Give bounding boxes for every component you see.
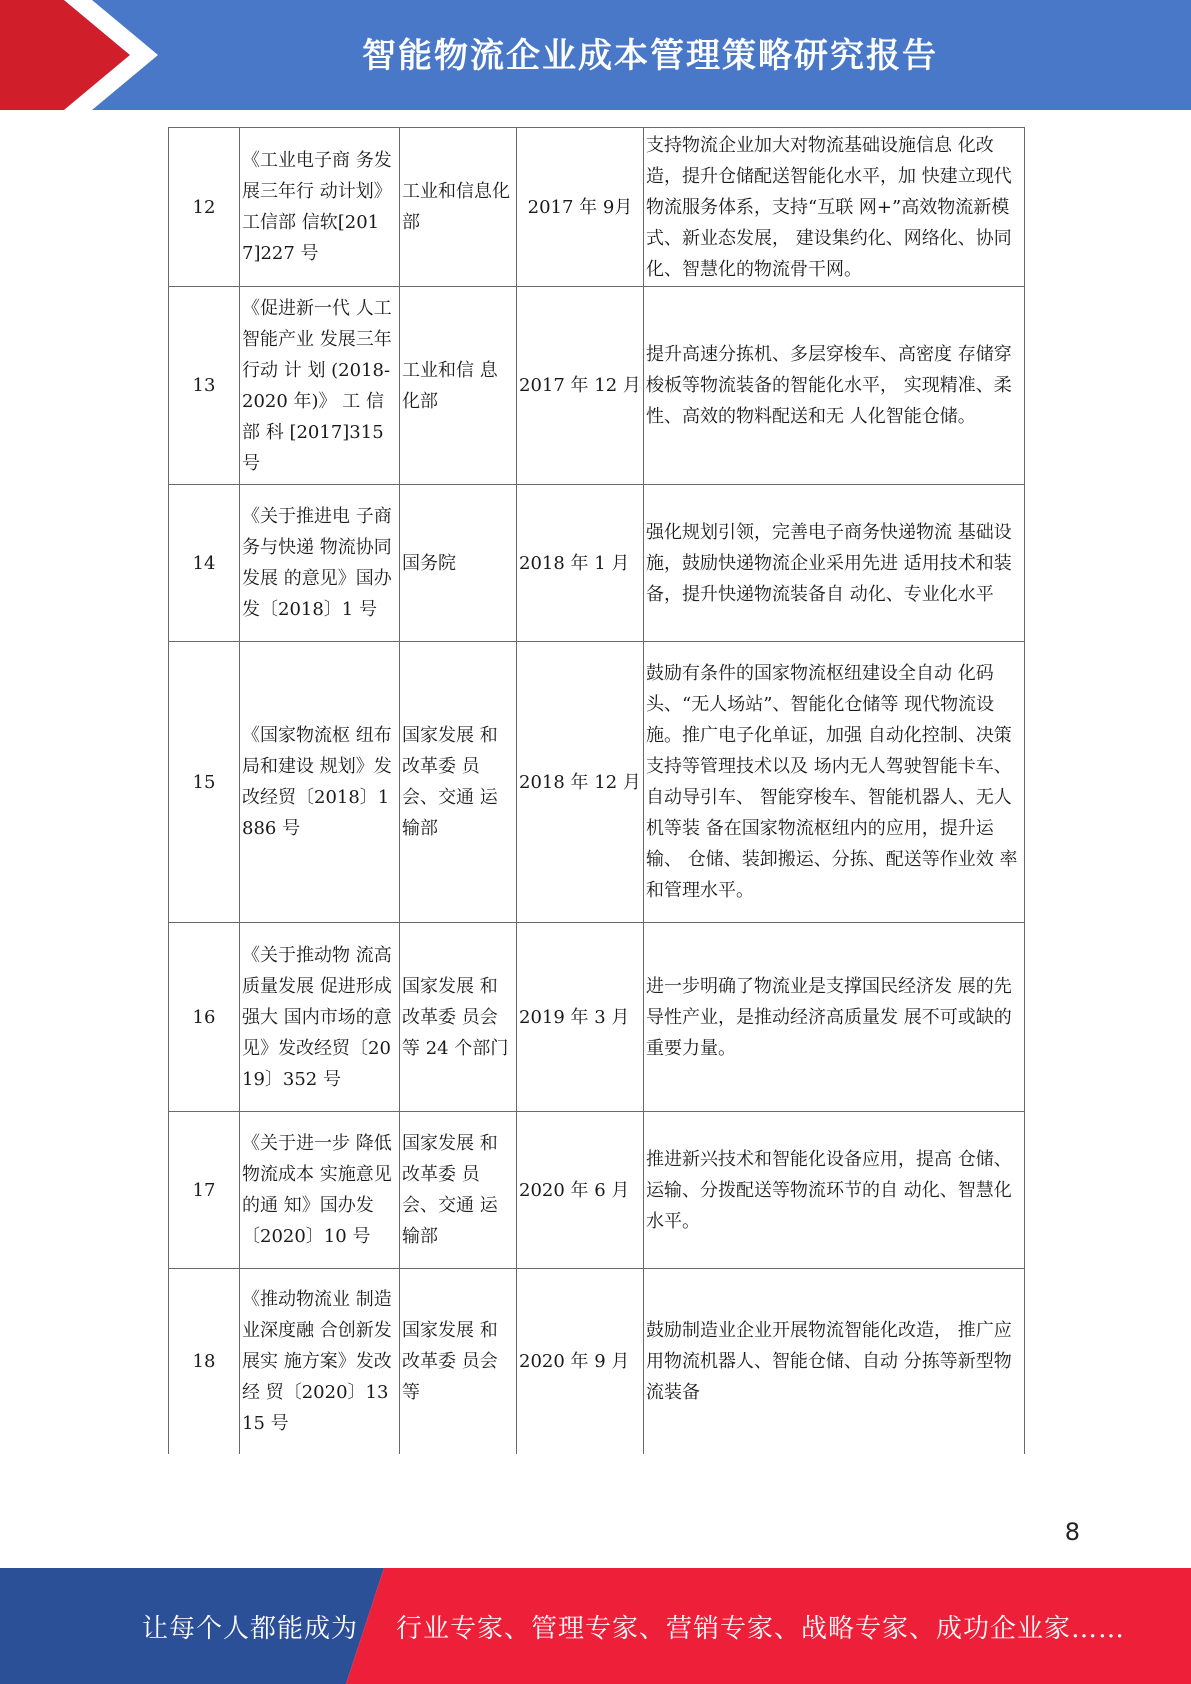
issue-date: 2019 年 3 月	[517, 923, 644, 1112]
row-number: 13	[169, 287, 240, 485]
issue-date: 2018 年 12 月	[517, 642, 644, 923]
policy-document: 《关于推动物 流高质量发展 促进形成强大 国内市场的意 见》发改经贸〔2019〕352 号	[240, 923, 400, 1112]
policy-content: 支持物流企业加大对物流基础设施信息 化改造，提升仓储配送智能化水平，加 快建立现代物流服务体系，支持“互联 网+”高效物流新模式、新业态发展， 建设集约化、网络化、协同化、智慧化的物流骨干网。	[644, 128, 1025, 287]
issuing-agency: 国务院	[400, 485, 517, 642]
policy-table	[168, 127, 1025, 1454]
row-number: 12	[169, 128, 240, 287]
table-row	[169, 923, 1025, 1112]
policy-content: 提升高速分拣机、多层穿梭车、高密度 存储穿梭板等物流装备的智能化水平， 实现精准、柔性、高效的物料配送和无 人化智能仓储。	[644, 287, 1025, 485]
policy-document: 《国家物流枢 纽布局和建设 规划》发改经贸〔2018〕1886 号	[240, 642, 400, 923]
row-number: 16	[169, 923, 240, 1112]
issue-date: 2017 年 9月	[517, 128, 644, 287]
footer-slogan-right: 行业专家、管理专家、营销专家、战略专家、成功企业家……	[396, 1613, 1126, 1644]
page-title: 智能物流企业成本管理策略研究报告	[362, 35, 938, 76]
row-number: 15	[169, 642, 240, 923]
row-number: 18	[169, 1269, 240, 1454]
issuing-agency: 国家发展 和改革委 员会、交通 运输部	[400, 1112, 517, 1269]
issue-date: 2018 年 1 月	[517, 485, 644, 642]
issuing-agency: 工业和信 息化部	[400, 287, 517, 485]
issue-date: 2020 年 9 月	[517, 1269, 644, 1454]
policy-content: 强化规划引领，完善电子商务快递物流 基础设施，鼓励快递物流企业采用先进 适用技术和装备，提升快递物流装备自 动化、专业化水平	[644, 485, 1025, 642]
policy-document: 《促进新一代 人工智能产业 发展三年行动 计 划 (2018-2020 年)》 工 信 部 科 [2017]315 号	[240, 287, 400, 485]
footer-slogan-left: 让每个人都能成为	[142, 1613, 359, 1644]
page-number: 8	[1064, 1518, 1080, 1546]
issuing-agency: 国家发展 和改革委 员会等 24 个部门	[400, 923, 517, 1112]
table-row	[169, 1112, 1025, 1269]
issuing-agency: 国家发展 和改革委 员会、交通 运输部	[400, 642, 517, 923]
table-row	[169, 642, 1025, 923]
policy-content: 鼓励制造业企业开展物流智能化改造， 推广应用物流机器人、智能仓储、自动 分拣等新型物流装备	[644, 1269, 1025, 1454]
row-number: 14	[169, 485, 240, 642]
table-row	[169, 1269, 1025, 1454]
page-footer	[0, 1568, 1191, 1684]
issuing-agency: 工业和信息化部	[400, 128, 517, 287]
table-row	[169, 287, 1025, 485]
policy-document: 《关于推进电 子商务与快递 物流协同发展 的意见》国办发〔2018〕1 号	[240, 485, 400, 642]
issue-date: 2017 年 12 月	[517, 287, 644, 485]
policy-document: 《工业电子商 务发展三年行 动计划》工信部 信软[2017]227 号	[240, 128, 400, 287]
issuing-agency: 国家发展 和改革委 员会等	[400, 1269, 517, 1454]
policy-content: 进一步明确了物流业是支撑国民经济发 展的先导性产业，是推动经济高质量发 展不可或缺的重要力量。	[644, 923, 1025, 1112]
policy-document: 《推动物流业 制造业深度融 合创新发展实 施方案》发改经 贸〔2020〕1315 号	[240, 1269, 400, 1454]
issue-date: 2020 年 6 月	[517, 1112, 644, 1269]
policy-document: 《关于进一步 降低物流成本 实施意见的通 知》国办发〔2020〕10 号	[240, 1112, 400, 1269]
table-row	[169, 128, 1025, 287]
table-row	[169, 485, 1025, 642]
page-header	[0, 0, 1191, 110]
policy-content: 鼓励有条件的国家物流枢纽建设全自动 化码头、“无人场站”、智能化仓储等 现代物流设施。推广电子化单证，加强 自动化控制、决策支持等管理技术以及 场内无人驾驶智能卡车、自动导引车、 智能穿梭车、智能机器人、无人机等装 备在国家物流枢纽内的应用，提升运输、 仓储、装卸搬运、分拣、配送等作业效 率和管理水平。	[644, 642, 1025, 923]
row-number: 17	[169, 1112, 240, 1269]
policy-content: 推进新兴技术和智能化设备应用，提高 仓储、运输、分拨配送等物流环节的自 动化、智慧化水平。	[644, 1112, 1025, 1269]
